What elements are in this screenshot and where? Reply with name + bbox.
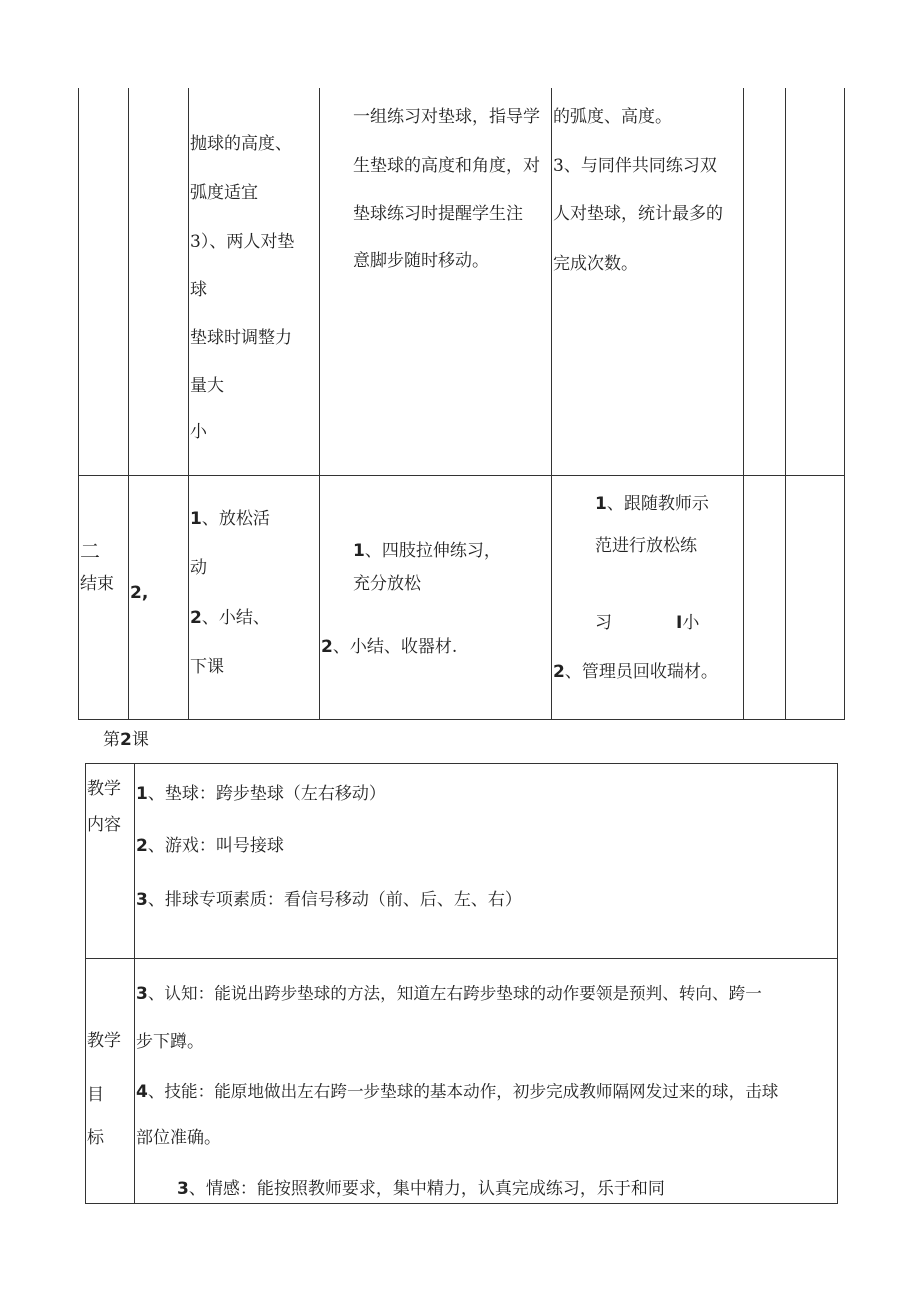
teacher-guidance-line: 生垫球的高度和角度，对 bbox=[353, 156, 540, 176]
item-text: 习 bbox=[595, 613, 612, 633]
practice-content-line: 球 bbox=[190, 280, 207, 300]
item-text: 下课 bbox=[190, 657, 224, 677]
item-text: 、情感：能按照教师要求，集中精力，认真完成练习，乐于和同 bbox=[188, 1179, 665, 1199]
practice-content-line: 量大 bbox=[190, 376, 224, 396]
item-number: 1 bbox=[136, 784, 148, 804]
section-name: 结束 bbox=[80, 574, 114, 594]
item-text: 、四肢拉伸练习， bbox=[364, 541, 501, 561]
section-time-value: 2, bbox=[130, 583, 149, 603]
lesson-heading bbox=[103, 729, 149, 751]
teacher-guidance-line: 垫球练习时提醒学生注 bbox=[353, 204, 523, 224]
content-item bbox=[136, 835, 284, 857]
end-student-line bbox=[553, 661, 718, 683]
student-activity-text: 3、与同伴共同练习双 bbox=[553, 156, 717, 176]
goal-item bbox=[177, 1178, 665, 1200]
item-number: 3 bbox=[136, 984, 148, 1004]
item-number: 2 bbox=[190, 608, 202, 628]
student-activity-line bbox=[553, 155, 717, 177]
end-student-line bbox=[676, 612, 699, 634]
lesson-heading-suffix: 课 bbox=[131, 730, 149, 750]
practice-content-line: 弧度适宜 bbox=[190, 183, 258, 203]
item-number: I bbox=[676, 613, 683, 633]
end-content-line bbox=[190, 656, 224, 678]
item-number: 2 bbox=[553, 662, 565, 682]
item-text: 、技能：能原地做出左右跨一步垫球的基本动作，初步完成教师隔网发过来的球，击球 bbox=[147, 1082, 779, 1101]
item-number: 2 bbox=[321, 637, 333, 657]
student-activity-line: 的弧度、高度。 bbox=[553, 107, 672, 127]
teaching-goal-label: 目 bbox=[87, 1085, 104, 1105]
section-number: 二 bbox=[80, 539, 100, 563]
item-text: 动 bbox=[190, 558, 207, 578]
item-number: 1 bbox=[353, 541, 365, 561]
item-number: 2 bbox=[136, 836, 148, 856]
item-text: 、小结、 bbox=[201, 608, 270, 628]
end-student-line bbox=[595, 612, 612, 634]
item-text: 、跟随教师示 bbox=[606, 494, 709, 514]
goal-item-continued: 部位准确。 bbox=[136, 1128, 221, 1148]
student-activity-line: 完成次数。 bbox=[553, 254, 638, 274]
end-teacher-line bbox=[321, 636, 457, 658]
content-item bbox=[136, 889, 522, 911]
section-time bbox=[130, 582, 148, 604]
end-teacher-line bbox=[353, 573, 421, 595]
student-activity-line: 人对垫球，统计最多的 bbox=[553, 204, 723, 224]
end-teacher-line bbox=[353, 540, 501, 562]
lesson-heading-number: 2 bbox=[120, 730, 132, 750]
item-text: 、垫球：跨步垫球（左右移动） bbox=[147, 784, 386, 804]
item-text: 、游戏：叫号接球 bbox=[147, 836, 284, 856]
practice-content-line: 抛球的高度、 bbox=[190, 134, 292, 154]
item-number: 3 bbox=[136, 890, 148, 910]
item-text: 、认知：能说出跨步垫球的方法，知道左右跨步垫球的动作要领是预判、转向、跨一 bbox=[147, 984, 762, 1003]
teaching-content-label: 内容 bbox=[87, 815, 121, 835]
item-text: 充分放松 bbox=[353, 574, 421, 594]
end-content-line bbox=[190, 508, 270, 530]
lesson-heading-prefix: 第 bbox=[103, 730, 120, 750]
end-student-line bbox=[595, 535, 697, 557]
teaching-goal-label: 标 bbox=[87, 1128, 104, 1148]
goal-item bbox=[136, 1081, 778, 1103]
item-text: 小 bbox=[682, 613, 700, 633]
item-text: 、管理员回收瑞材。 bbox=[564, 662, 718, 682]
practice-content-line: 垫球时调整力 bbox=[190, 328, 292, 348]
item-number: 1 bbox=[595, 494, 607, 514]
practice-content-line: 小 bbox=[190, 422, 207, 442]
end-content-line bbox=[190, 607, 270, 629]
item-text: 范进行放松练 bbox=[595, 536, 697, 556]
teacher-guidance-line: 意脚步随时移动。 bbox=[353, 251, 489, 271]
item-text: 、排球专项素质：看信号移动（前、后、左、右） bbox=[147, 890, 522, 910]
item-text: 、小结、收器材. bbox=[332, 637, 458, 657]
item-number: 3 bbox=[177, 1179, 189, 1199]
item-number: 1 bbox=[190, 509, 202, 529]
goal-item-continued: 步下蹲。 bbox=[136, 1032, 204, 1052]
teacher-guidance-line: 一组练习对垫球，指导学 bbox=[353, 107, 540, 127]
item-text: 、放松活 bbox=[201, 509, 270, 529]
goal-item bbox=[136, 983, 762, 1005]
item-number: 4 bbox=[136, 1082, 148, 1102]
end-student-line bbox=[595, 493, 709, 515]
practice-content-line: 3）、两人对垫 bbox=[190, 232, 295, 252]
teaching-goal-label: 教学 bbox=[87, 1031, 121, 1051]
content-item bbox=[136, 783, 386, 805]
end-content-line bbox=[190, 557, 207, 579]
teaching-content-label: 教学 bbox=[87, 779, 121, 799]
